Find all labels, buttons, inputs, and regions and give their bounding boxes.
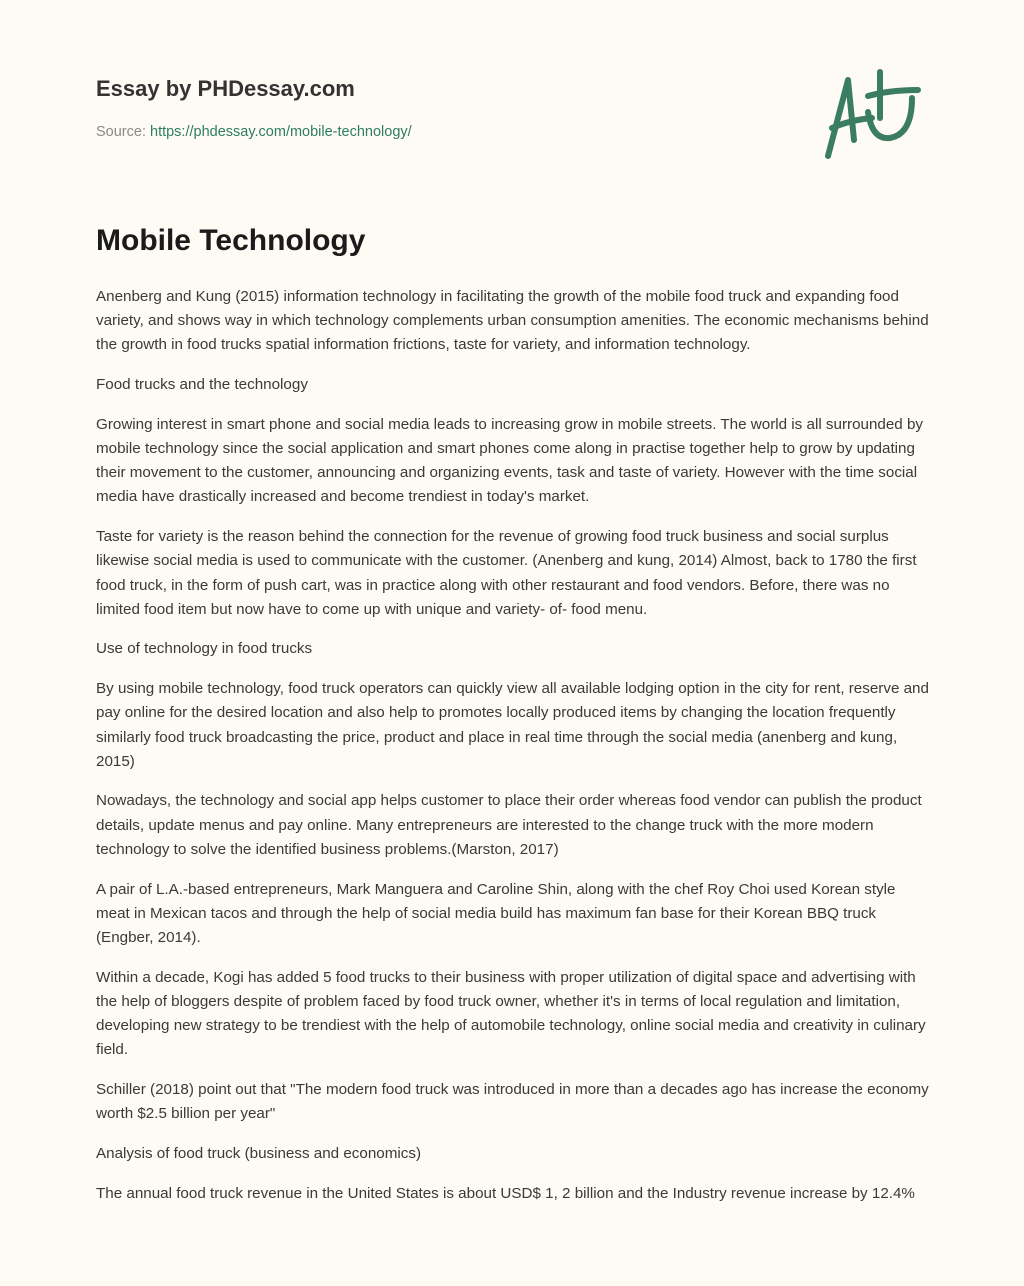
paragraph: Taste for variety is the reason behind the connection for the revenue of growing food truck business and social surplus likewise social media is used to communicate with the customer. (Anenberg and kung, 2014) Almost, back to 1780 the first food truck, in the form of push cart, was in practice along with other restaurant and food vendors. Before, there was no limited food item but now have to come up with unique and variety- of- food menu. — [96, 528, 917, 618]
section-heading: Analysis of food truck (business and economics) — [96, 1144, 421, 1162]
source-link[interactable]: https://phdessay.com/mobile-technology/ — [150, 124, 412, 140]
a-plus-logo-icon — [820, 68, 930, 164]
paragraph: By using mobile technology, food truck operators can quickly view all available lodging option in the city for rent, reserve and pay online for the desired location and also help to promotes locally produced items by changing the location frequently similarly food truck broadcasting the price, product and place in real time through the social media (anenberg and kung, 2015) — [96, 680, 929, 770]
paragraph: Nowadays, the technology and social app helps customer to place their order whereas food vendor can publish the product details, update menus and pay online. Many entrepreneurs are interested to the change truck with the more modern technology to solve the identified business problems.(Marston, 2017) — [96, 792, 922, 858]
section-heading: Food trucks and the technology — [96, 376, 308, 394]
paragraph: Anenberg and Kung (2015) information technology in facilitating the growth of the mobile food truck and expanding food variety, and shows way in which technology complements urban consumption amenities. The economic mechanisms behind the growth in food trucks spatial information frictions, taste for variety, and information technology. — [96, 288, 929, 354]
paragraph: Growing interest in smart phone and social media leads to increasing grow in mobile streets. The world is all surrounded by mobile technology since the social application and smart phones come along in practise together help to grow by updating their movement to the customer, announcing and organizing events, task and taste of variety. However with the time social media have drastically increased and become trendiest in today's market. — [96, 415, 924, 506]
paragraph: A pair of L.A.-based entrepreneurs, Mark Manguera and Caroline Shin, along with the chef Roy Choi used Korean style meat in Mexican tacos and through the help of social media build has maximum fan base for their Korean BBQ truck (Engber, 2014). — [96, 880, 896, 946]
essay-title: Mobile Technology — [96, 224, 366, 257]
source-line — [96, 124, 412, 140]
paragraph: The annual food truck revenue in the United States is about USD$ 1, 2 billion and the Industry revenue increase by 12.4% — [96, 1184, 915, 1202]
source-label: Source: — [96, 124, 150, 140]
essay-body — [96, 285, 930, 1221]
site-title: Essay by PHDessay.com — [96, 76, 355, 101]
paragraph: Within a decade, Kogi has added 5 food trucks to their business with proper utilization of digital space and advertising with the help of bloggers despite of problem faced by food truck owner, whether it's in terms of local regulation and limitation, developing new strategy to be trendiest with the help of automobile technology, online social media and creativity in culinary field. — [96, 968, 926, 1059]
paragraph: Schiller (2018) point out that "The modern food truck was introduced in more than a decades ago has increase the economy worth $2.5 billion per year" — [96, 1080, 929, 1123]
section-heading: Use of technology in food trucks — [96, 640, 313, 658]
